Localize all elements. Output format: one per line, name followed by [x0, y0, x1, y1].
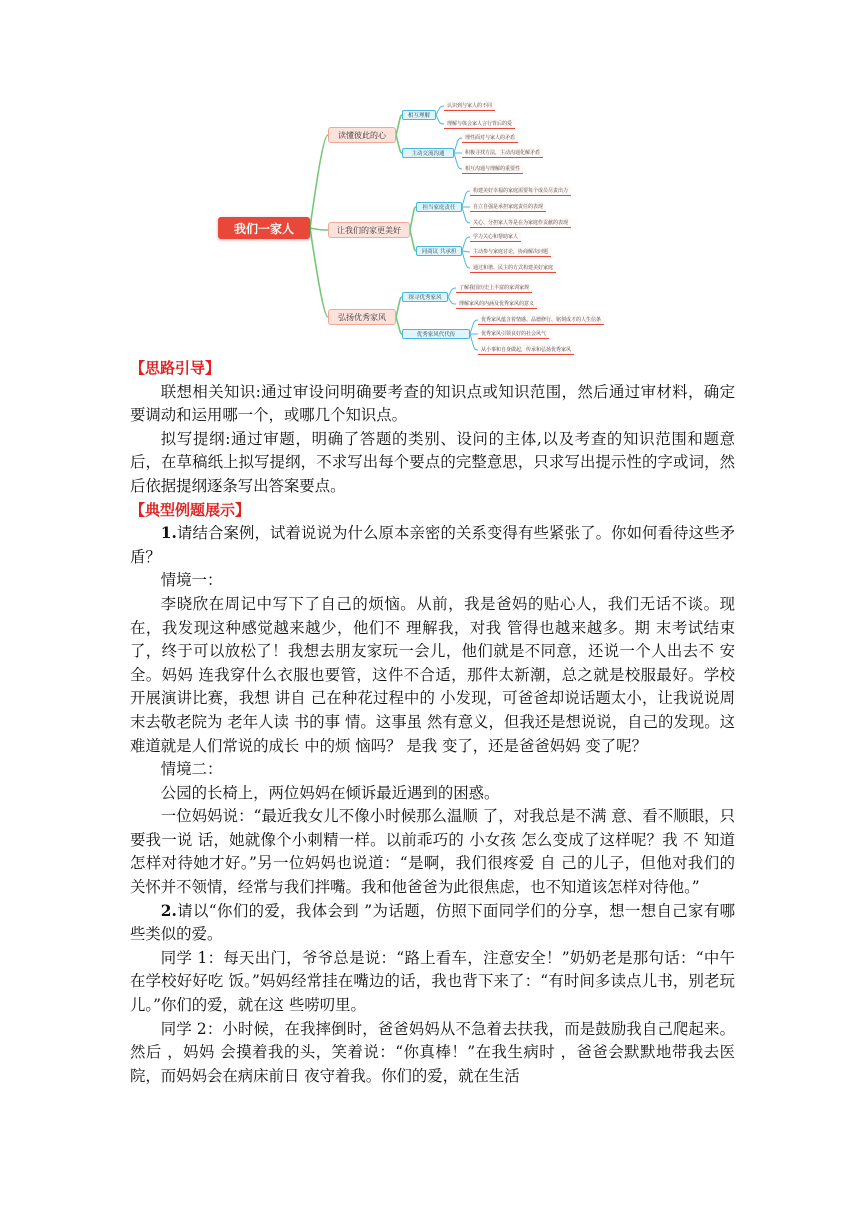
scenario-2-title: 情境二： — [160, 760, 223, 779]
student-1-share — [130, 947, 735, 1018]
mind-map-item: 优秀家风引领良好的社会风气 — [478, 329, 549, 339]
question-1-number: 1. — [160, 524, 177, 543]
scenario-2-text-2: 一位妈妈说：“最近我女儿不像小时候那么温顺 了，对我总是不满 意、看不顺眼，只要我一说 话，她就像个小刺精一样。以前乖巧的 小女孩 怎么变成了这样呢？我 不 知道怎样对待她才好。”另一位妈妈也说道：“是啊，我们很疼爱 自 己的儿子，但他对我们的 关怀并不领情，经常与我们拌嘴。我和他爸爸为此很焦虑，也不知道该怎样对待他。” — [130, 807, 735, 897]
mind-map-group: 优秀家风代代传 — [402, 329, 470, 339]
document-body — [130, 357, 735, 1088]
scenario-1-text: 李晓欣在周记中写下了自己的烦恼。从前，我是爸妈的贴心人，我们无话不谈。现在，我发现这种感觉越来越少，他们不 理解我，对我 管得也越来越多。期 末考试结束了，终于可以放松了！我想去朋友家玩一会儿，他们就是不同意，还说一个人出去不 安全。妈妈 连我穿什么衣服也要管，这件不合适，那件太新潮，总之就是校服最好。学校开展演讲比赛，我想 讲自 己在种花过程中的 小发现，可爸爸却说话题太小，让我说说周末去敬老院为 老年人读 书的事 情。这事虽 然有意义，但我还是想说说，自己的发现。这难道就是人们常说的成长 中的烦 恼吗？ 是我 变了，还是爸爸妈妈 变了呢？ — [130, 594, 735, 755]
mind-map-item: 通过和谐、民主的方式构建美好家庭 — [470, 263, 556, 273]
mind-map-item: 认识到与家人的不同 — [444, 101, 495, 111]
question-2-number: 2. — [160, 901, 177, 920]
section-heading-examples: 【典型例题展示】 — [130, 500, 251, 519]
guide-paragraph-1: 联想相关知识:通过审设问明确要考查的知识点或知识范围，然后通过审材料，确定要调动和运用哪一个，或哪几个知识点。 — [130, 382, 735, 425]
mind-map-root: 我们一家人 — [218, 217, 310, 239]
mind-map-group: 相互理解 — [402, 110, 436, 120]
scenario-2-text-1: 公园的长椅上，两位妈妈在倾诉最近遇到的困惑。 — [160, 783, 500, 802]
mind-map-item: 相互沟通与理解的重要性 — [462, 164, 523, 174]
mind-map-item: 了解我国历史上丰富的家训家规 — [456, 283, 532, 293]
mind-map-item: 理解与体会家人言行背后的爱 — [444, 119, 515, 129]
mind-map-item: 理性面对与家人的矛盾 — [462, 133, 518, 143]
mind-map-item: 理解家风的内涵及优秀家风的意义 — [456, 299, 537, 309]
mind-map-branch: 让我们的家更美好 — [328, 222, 410, 238]
mind-map-item: 优秀家风蕴含着情感、品德修行、铭刻成才的人生信条 — [478, 315, 604, 325]
student-2-share — [130, 1018, 735, 1089]
student-2-text: 小时候，在我摔倒时，爸爸妈妈从不急着去扶我，而是鼓励我自己爬起来。然后 ，妈妈 会摸着我的头，笑着说：“你真棒！”在我生病时 ，爸爸会默默地带我去医院，而妈妈会在病床前日 夜守着我。你们的爱，就在生活 — [130, 1019, 735, 1085]
mind-map-item: 积极寻找方法，主动沟通化解矛盾 — [462, 148, 543, 158]
mind-map-group: 担当家庭责任 — [416, 202, 462, 212]
question-2 — [130, 900, 735, 947]
mind-map-group: 探寻优秀家风 — [402, 292, 448, 302]
question-1-text: 请结合案例，试着说说为什么原本亲密的关系变得有些紧张了。你如何看待这些矛盾？ — [130, 524, 735, 566]
mind-map-item: 学力关心和帮助家人 — [470, 232, 521, 242]
mind-map-branch: 弘扬优秀家风 — [328, 309, 396, 325]
mind-map — [210, 95, 630, 365]
mind-map-item: 从小事和自身做起，传承和弘扬优秀家风 — [478, 345, 574, 355]
question-1 — [130, 522, 735, 569]
student-1-text: 每天出门，爷爷总是说：“路上看车，注意安全！”奶奶老是那句话：“中午在学校好好吃 饭。”妈妈经常挂在嘴边的话，我也背下来了：“有时间多读点儿书，别老玩儿。”你们的爱，就在这 些唠叨里。 — [130, 948, 736, 1015]
student-1-label: 同学 1： — [160, 948, 224, 967]
mind-map-item: 关心、分担家人等是在为家庭作贡献的表现 — [470, 218, 571, 228]
mind-map-item: 自立自强是承担家庭责任的表现 — [470, 202, 546, 212]
section-heading-guide: 【思路引导】 — [130, 359, 221, 377]
mind-map-item: 构建美好幸福的家庭需要每个成员尽责出力 — [470, 186, 571, 196]
question-2-text: 请以“你们的爱，我体会到 ”为话题，仿照下面同学们的分享，想一想自己家有哪些类似的爱。 — [130, 901, 735, 944]
scenario-1-title: 情境一： — [160, 571, 223, 590]
guide-paragraph-2: 拟写提纲:通过审题，明确了答题的类别、设问的主体,以及考查的知识范围和题意后，在草稿纸上拟写提纲，不求写出每个要点的完整意思，只求写出提示性的字或词，然后依据提纲逐条写出答案要点。 — [130, 429, 735, 495]
mind-map-branch: 读懂彼此的心 — [328, 127, 396, 143]
mind-map-item: 主动参与家庭讨论，协商解决问题 — [470, 247, 551, 257]
mind-map-group: 同商议 共承担 — [416, 246, 462, 256]
mind-map-group: 主动交流沟通 — [402, 148, 454, 158]
student-2-label: 同学 2： — [160, 1019, 223, 1038]
